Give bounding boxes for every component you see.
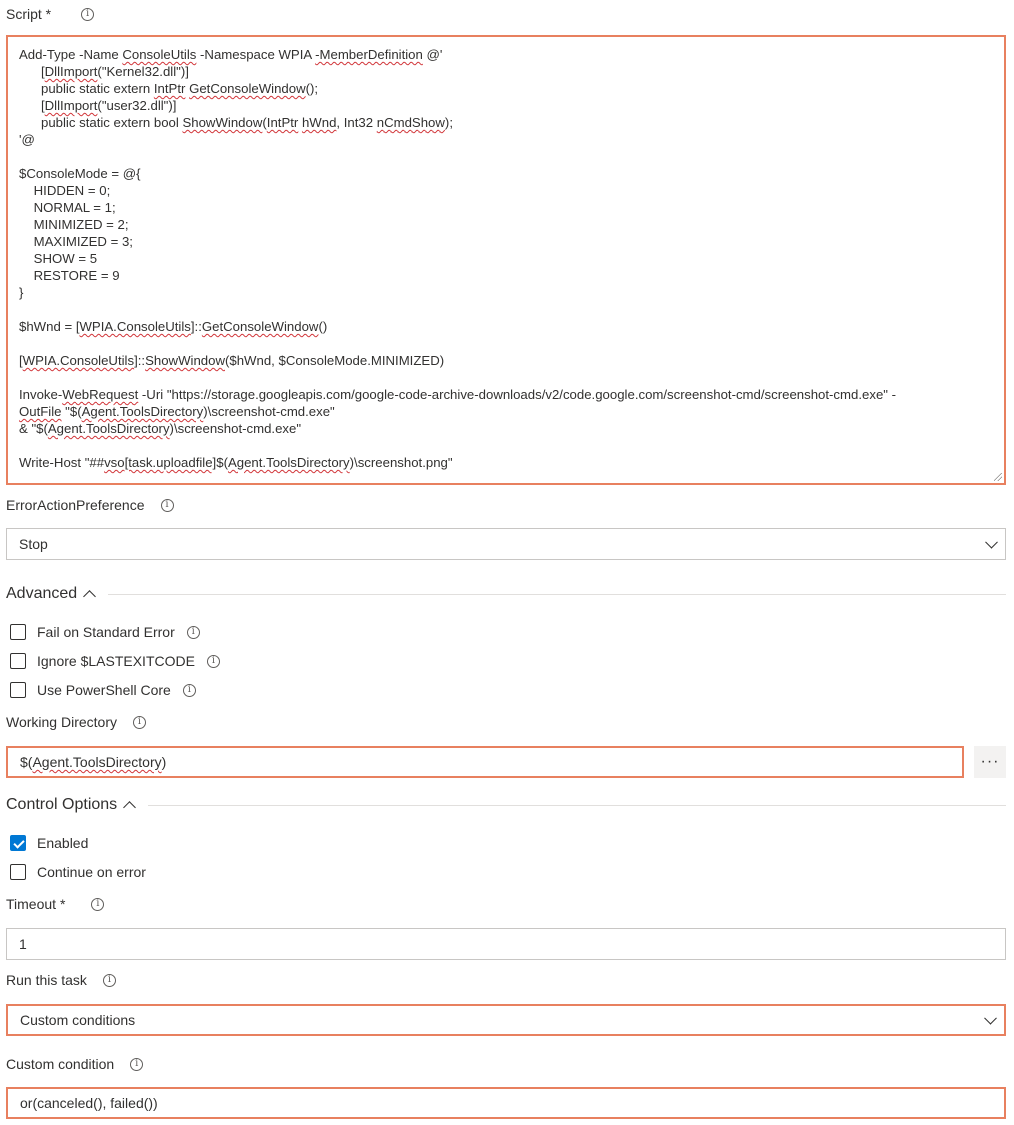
checkmark-icon[interactable] bbox=[10, 835, 26, 851]
script-textarea[interactable] bbox=[6, 35, 1006, 485]
control-options-title: Control Options bbox=[6, 796, 118, 813]
script-line: [DllImport("user32.dll")] bbox=[19, 98, 177, 113]
info-icon[interactable]: i bbox=[161, 499, 174, 512]
browse-button[interactable] bbox=[974, 746, 1006, 778]
run-this-task-dropdown[interactable] bbox=[6, 1004, 1006, 1036]
script-line: public static extern bool ShowWindow(IntPtr hWnd, Int32 nCmdShow); bbox=[19, 115, 453, 130]
ignore-lastexitcode-row[interactable] bbox=[10, 653, 220, 669]
script-line: OutFile "$(Agent.ToolsDirectory)\screenshot-cmd.exe" bbox=[19, 404, 335, 419]
error-action-value: Stop bbox=[19, 536, 48, 552]
info-icon[interactable]: i bbox=[133, 716, 146, 729]
timeout-input[interactable] bbox=[6, 928, 1006, 960]
custom-condition-label-row bbox=[6, 1056, 143, 1072]
use-pwsh-core-row[interactable] bbox=[10, 682, 196, 698]
section-divider bbox=[148, 805, 1006, 806]
chevron-down-icon bbox=[985, 536, 998, 549]
custom-condition-label: Custom condition bbox=[6, 1056, 115, 1072]
script-line: Add-Type -Name ConsoleUtils -Namespace WPIA -MemberDefinition @' bbox=[19, 47, 443, 62]
script-line: SHOW = 5 bbox=[19, 251, 98, 266]
enabled-label: Enabled bbox=[37, 835, 89, 851]
working-directory-label: Working Directory bbox=[6, 714, 117, 730]
continue-on-error-label: Continue on error bbox=[37, 864, 146, 880]
advanced-section-header[interactable] bbox=[6, 585, 1006, 603]
continue-on-error-row[interactable] bbox=[10, 864, 146, 880]
more-icon: ··· bbox=[980, 753, 1000, 770]
script-label-row bbox=[6, 6, 94, 22]
info-icon[interactable]: i bbox=[91, 898, 104, 911]
chevron-up-icon[interactable] bbox=[123, 801, 136, 814]
script-line: [DllImport("Kernel32.dll")] bbox=[19, 64, 189, 79]
error-action-dropdown[interactable] bbox=[6, 528, 1006, 560]
script-label: Script * bbox=[6, 6, 52, 22]
working-directory-value: $(Agent.ToolsDirectory) bbox=[20, 754, 167, 770]
fail-on-stderr-row[interactable] bbox=[10, 624, 200, 640]
info-icon[interactable]: i bbox=[130, 1058, 143, 1071]
script-line: MINIMIZED = 2; bbox=[19, 217, 129, 232]
script-line: $ConsoleMode = @{ bbox=[19, 166, 141, 181]
error-action-label-row bbox=[6, 497, 174, 513]
info-icon[interactable]: i bbox=[183, 684, 196, 697]
timeout-label-row bbox=[6, 896, 104, 912]
info-icon[interactable]: i bbox=[81, 8, 94, 21]
enabled-row[interactable] bbox=[10, 835, 88, 851]
run-this-task-label: Run this task bbox=[6, 972, 87, 988]
script-line: [WPIA.ConsoleUtils]::ShowWindow($hWnd, $ConsoleMode.MINIMIZED) bbox=[19, 353, 445, 368]
fail-on-stderr-checkbox[interactable] bbox=[10, 624, 26, 640]
script-line: Write-Host "##vso[task.uploadfile]$(Agent.ToolsDirectory)\screenshot.png" bbox=[19, 455, 453, 470]
script-line: MAXIMIZED = 3; bbox=[19, 234, 133, 249]
timeout-label: Timeout * bbox=[6, 896, 66, 912]
script-line: HIDDEN = 0; bbox=[19, 183, 111, 198]
use-pwsh-core-label: Use PowerShell Core bbox=[37, 682, 171, 698]
custom-condition-input[interactable] bbox=[6, 1087, 1006, 1119]
working-directory-label-row bbox=[6, 714, 146, 730]
script-line: } bbox=[19, 285, 24, 300]
control-options-section-header[interactable] bbox=[6, 796, 1006, 814]
script-line: $hWnd = [WPIA.ConsoleUtils]::GetConsoleWindow() bbox=[19, 319, 328, 334]
info-icon[interactable]: i bbox=[207, 655, 220, 668]
chevron-up-icon[interactable] bbox=[83, 590, 96, 603]
info-icon[interactable]: i bbox=[103, 974, 116, 987]
script-line: NORMAL = 1; bbox=[19, 200, 116, 215]
continue-on-error-checkbox[interactable] bbox=[10, 864, 26, 880]
use-pwsh-core-checkbox[interactable] bbox=[10, 682, 26, 698]
timeout-value: 1 bbox=[19, 936, 27, 952]
script-line: RESTORE = 9 bbox=[19, 268, 120, 283]
script-line: Invoke-WebRequest -Uri "https://storage.googleapis.com/google-code-archive-downloads/v2/code.google.com/screenshot-cmd/screenshot-cmd.exe" - bbox=[19, 387, 897, 402]
run-this-task-value: Custom conditions bbox=[20, 1012, 136, 1028]
script-line: '@ bbox=[19, 132, 35, 147]
working-directory-text: Agent.ToolsDirectory bbox=[32, 754, 162, 770]
resize-grip-icon[interactable] bbox=[994, 473, 1002, 481]
fail-on-stderr-label: Fail on Standard Error bbox=[37, 624, 175, 640]
script-line: public static extern IntPtr GetConsoleWindow(); bbox=[19, 81, 319, 96]
advanced-title: Advanced bbox=[6, 585, 78, 602]
section-divider bbox=[108, 594, 1006, 595]
error-action-label: ErrorActionPreference bbox=[6, 497, 145, 513]
chevron-down-icon bbox=[984, 1012, 997, 1025]
script-content bbox=[19, 46, 993, 471]
working-directory-input[interactable] bbox=[6, 746, 964, 778]
ignore-lastexitcode-label: Ignore $LASTEXITCODE bbox=[37, 653, 195, 669]
run-this-task-label-row bbox=[6, 972, 116, 988]
script-line: & "$(Agent.ToolsDirectory)\screenshot-cmd.exe" bbox=[19, 421, 302, 436]
ignore-lastexitcode-checkbox[interactable] bbox=[10, 653, 26, 669]
info-icon[interactable]: i bbox=[187, 626, 200, 639]
custom-condition-value: or(canceled(), failed()) bbox=[20, 1095, 158, 1111]
